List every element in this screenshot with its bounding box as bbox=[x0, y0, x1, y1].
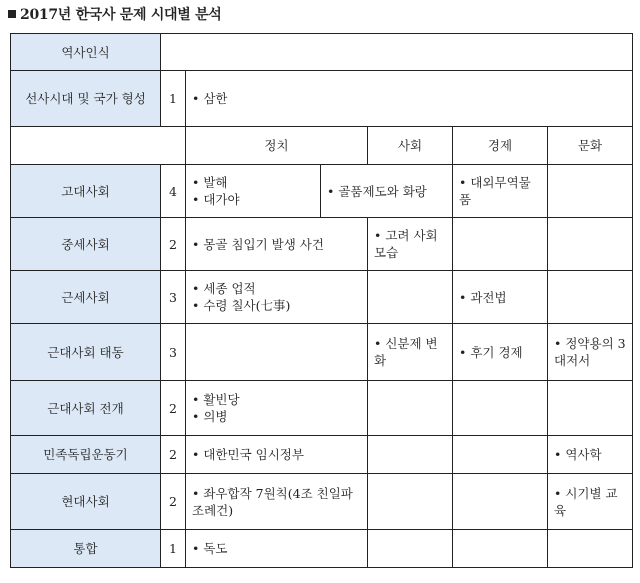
table-row bbox=[11, 165, 633, 218]
era-cell: 근세사회 bbox=[11, 271, 161, 324]
era-cell: 고대사회 bbox=[11, 165, 161, 218]
table-header-row bbox=[11, 127, 633, 165]
era-cell: 현대사회 bbox=[11, 474, 161, 530]
list-item: • 세종 업적 bbox=[192, 281, 256, 296]
header-politics: 정치 bbox=[186, 127, 368, 165]
list-item: • 활빈당 bbox=[192, 392, 240, 407]
count-cell: 1 bbox=[161, 71, 186, 127]
table-row bbox=[11, 436, 633, 474]
count-cell: 2 bbox=[161, 474, 186, 530]
list-item: • 좌우합작 7원칙(4조 친일파 조례건) bbox=[192, 485, 353, 518]
list-item: • 몽골 침입기 발생 사건 bbox=[192, 236, 324, 252]
table-row bbox=[11, 218, 633, 271]
list-item: • 골품제도와 화랑 bbox=[327, 183, 427, 199]
list-item: • 과전법 bbox=[459, 289, 507, 305]
table-row bbox=[11, 34, 633, 71]
header-society: 사회 bbox=[368, 127, 453, 165]
list-item: • 역사학 bbox=[554, 447, 602, 462]
list-item: • 시기별 교육 bbox=[554, 485, 618, 518]
count-cell: 1 bbox=[161, 530, 186, 568]
table-row bbox=[11, 71, 633, 127]
table-row bbox=[11, 381, 633, 436]
count-cell: 4 bbox=[161, 165, 186, 218]
square-bullet-icon bbox=[8, 10, 16, 18]
table-row bbox=[11, 271, 633, 324]
list-item: • 정약용의 3대저서 bbox=[554, 336, 626, 368]
list-item: • 삼한 bbox=[192, 91, 228, 106]
table-row bbox=[11, 324, 633, 381]
list-item: • 의병 bbox=[192, 409, 228, 424]
header-economy: 경제 bbox=[453, 127, 548, 165]
list-item: • 발해 bbox=[192, 175, 228, 190]
count-cell: 3 bbox=[161, 324, 186, 381]
list-item: • 신분제 변화 bbox=[374, 336, 438, 368]
header-culture: 문화 bbox=[548, 127, 633, 165]
list-item: • 고려 사회 모습 bbox=[374, 228, 438, 260]
count-cell: 2 bbox=[161, 381, 186, 436]
era-cell: 근대사회 태동 bbox=[11, 324, 161, 381]
list-item: • 대외무역물품 bbox=[459, 175, 531, 207]
era-cell: 중세사회 bbox=[11, 218, 161, 271]
list-item: • 후기 경제 bbox=[459, 344, 523, 360]
analysis-table bbox=[10, 33, 633, 568]
count-cell: 2 bbox=[161, 218, 186, 271]
table-row bbox=[11, 474, 633, 530]
document-title: 2017년 한국사 문제 시대별 분석 bbox=[8, 4, 222, 24]
era-cell: 역사인식 bbox=[11, 34, 161, 71]
era-cell: 선사시대 및 국가 형성 bbox=[11, 71, 161, 127]
list-item: • 대가야 bbox=[192, 192, 240, 207]
count-cell: 2 bbox=[161, 436, 186, 474]
table-row bbox=[11, 530, 633, 568]
count-cell: 3 bbox=[161, 271, 186, 324]
list-item: • 대한민국 임시정부 bbox=[192, 447, 304, 462]
list-item: • 독도 bbox=[192, 541, 228, 556]
list-item: • 수령 칠사(七事) bbox=[192, 298, 291, 313]
era-cell: 민족독립운동기 bbox=[11, 436, 161, 474]
era-cell: 근대사회 전개 bbox=[11, 381, 161, 436]
era-cell: 통합 bbox=[11, 530, 161, 568]
